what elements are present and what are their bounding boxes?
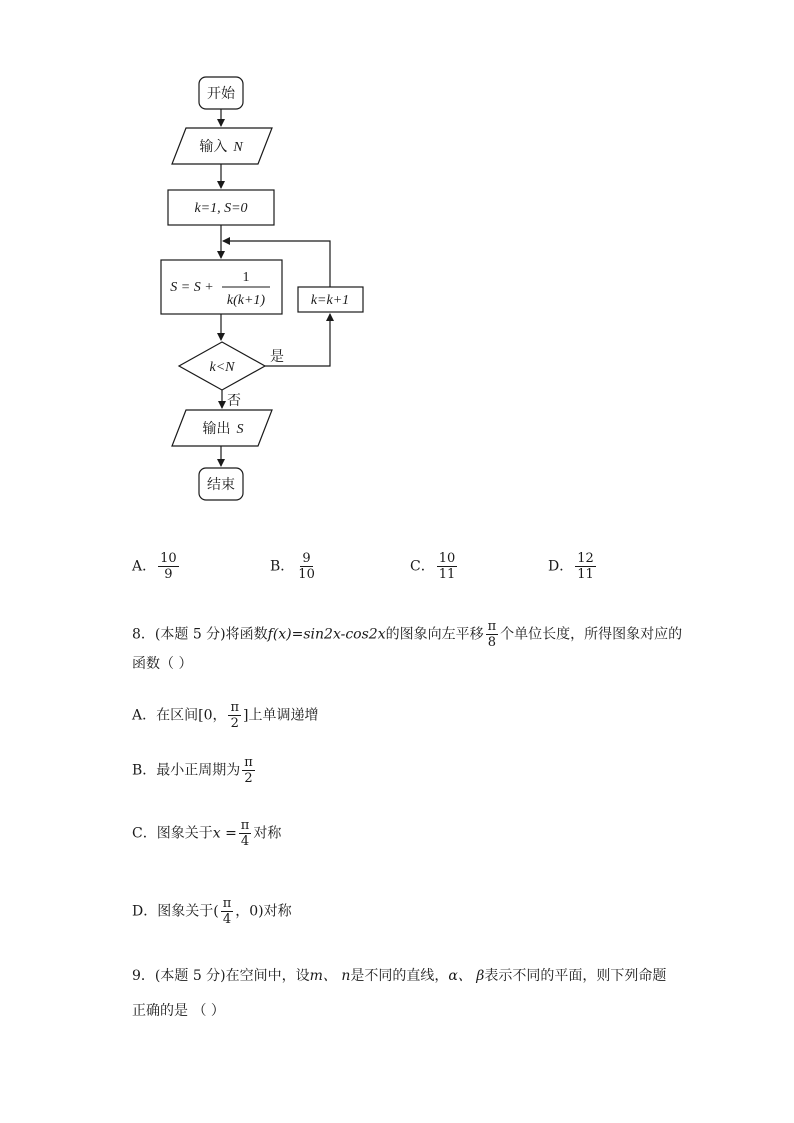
condition-label: k<N — [209, 360, 235, 375]
no-label: 否 — [227, 393, 241, 409]
q9-stem: 9．(本题 5 分)在空间中，设m、 n是不同的直线，α、 β表示不同的平面，则下列命题 — [132, 968, 667, 984]
q8-stem: 8．(本题 5 分)将函数f(x)=sin2x-cos2x的图象向左平移 $\frac{\pi}{8}$ 个单位长度，所得图象对应的 — [132, 619, 683, 650]
q7-option-a: A． $\frac{10}{9}$ — [132, 551, 177, 582]
input-label: 输入 N — [199, 139, 243, 155]
q8-option-c: C．图象关于x = $\frac{\pi}{4}$ 对称 — [132, 818, 282, 849]
sum-denominator: k(k+1) — [226, 293, 266, 308]
q7-option-b: B． $\frac{9}{10}$ — [270, 551, 315, 582]
output-label: 输出 S — [202, 421, 244, 437]
start-label: 开始 — [207, 86, 235, 102]
q8-option-a: A．在区间[0， $\frac{\pi}{2}$ ]上单调递增 — [132, 700, 319, 731]
q8-option-b: B．最小正周期为 $\frac{\pi}{2}$ — [132, 755, 253, 786]
q7-option-d: D． $\frac{12}{11}$ — [548, 551, 594, 582]
q8-option-d: D．图象关于( $\frac{\pi}{4}$ ，0)对称 — [132, 896, 292, 927]
q8-stem-line2: 函数（ ） — [132, 656, 193, 672]
sum-numerator: 1 — [242, 270, 250, 285]
q7-option-c: C． $\frac{10}{11}$ — [410, 551, 456, 582]
end-label: 结束 — [207, 477, 235, 493]
q9-stem-line2: 正确的是 （ ） — [132, 1003, 225, 1019]
flowchart — [0, 0, 794, 520]
init-label: k=1, S=0 — [194, 201, 248, 216]
yes-label: 是 — [270, 349, 284, 365]
sum-lhs: S = S + — [170, 280, 214, 295]
incr-label: k=k+1 — [310, 293, 350, 308]
